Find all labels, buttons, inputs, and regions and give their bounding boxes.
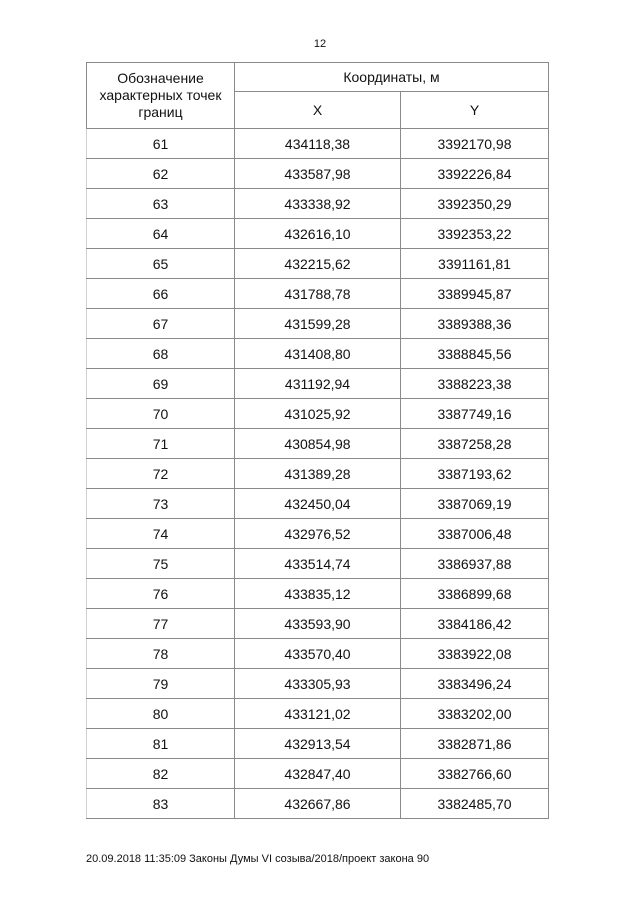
y-cell: 3392226,84: [401, 159, 549, 189]
y-cell: 3389945,87: [401, 279, 549, 309]
x-cell: 430854,98: [235, 429, 401, 459]
table-row: [87, 609, 549, 639]
table-row: [87, 339, 549, 369]
point-cell: 63: [87, 189, 235, 219]
point-cell: 77: [87, 609, 235, 639]
point-cell: 80: [87, 699, 235, 729]
table-row: [87, 699, 549, 729]
y-cell: 3392353,22: [401, 219, 549, 249]
y-cell: 3387069,19: [401, 489, 549, 519]
y-cell: 3392170,98: [401, 129, 549, 159]
x-cell: 434118,38: [235, 129, 401, 159]
y-cell: 3388845,56: [401, 339, 549, 369]
point-cell: 81: [87, 729, 235, 759]
x-cell: 433514,74: [235, 549, 401, 579]
footer-stamp: 20.09.2018 11:35:09 Законы Думы VI созыва/2018/проект закона 90: [86, 853, 430, 865]
y-cell: 3387749,16: [401, 399, 549, 429]
table-row: [87, 459, 549, 489]
table-row: [87, 789, 549, 819]
table-row: [87, 159, 549, 189]
point-cell: 67: [87, 309, 235, 339]
point-cell: 65: [87, 249, 235, 279]
x-cell: 432976,52: [235, 519, 401, 549]
table-row: [87, 249, 549, 279]
x-cell: 433835,12: [235, 579, 401, 609]
y-cell: 3382766,60: [401, 759, 549, 789]
table-row: [87, 759, 549, 789]
point-cell: 64: [87, 219, 235, 249]
point-cell: 69: [87, 369, 235, 399]
x-cell: 431192,94: [235, 369, 401, 399]
point-cell: 74: [87, 519, 235, 549]
table-row: [87, 729, 549, 759]
point-cell: 62: [87, 159, 235, 189]
coordinates-table: [86, 62, 549, 819]
x-cell: 431025,92: [235, 399, 401, 429]
point-cell: 79: [87, 669, 235, 699]
y-cell: 3384186,42: [401, 609, 549, 639]
x-cell: 431599,28: [235, 309, 401, 339]
point-cell: 82: [87, 759, 235, 789]
point-cell: 83: [87, 789, 235, 819]
y-cell: 3387006,48: [401, 519, 549, 549]
table-row: [87, 519, 549, 549]
point-cell: 71: [87, 429, 235, 459]
point-cell: 66: [87, 279, 235, 309]
point-cell: 75: [87, 549, 235, 579]
point-cell: 76: [87, 579, 235, 609]
x-cell: 432913,54: [235, 729, 401, 759]
table-row: [87, 219, 549, 249]
y-cell: 3383922,08: [401, 639, 549, 669]
y-cell: 3389388,36: [401, 309, 549, 339]
point-cell: 72: [87, 459, 235, 489]
header-x: X: [235, 92, 401, 129]
x-cell: 433587,98: [235, 159, 401, 189]
y-cell: 3383496,24: [401, 669, 549, 699]
table-row: [87, 399, 549, 429]
x-cell: 433121,02: [235, 699, 401, 729]
y-cell: 3388223,38: [401, 369, 549, 399]
table-row: [87, 639, 549, 669]
table-row: [87, 669, 549, 699]
y-cell: 3392350,29: [401, 189, 549, 219]
x-cell: 432215,62: [235, 249, 401, 279]
table-row: [87, 429, 549, 459]
point-cell: 61: [87, 129, 235, 159]
table-row: [87, 579, 549, 609]
table-body: [87, 129, 549, 819]
point-cell: 78: [87, 639, 235, 669]
point-cell: 68: [87, 339, 235, 369]
y-cell: 3386899,68: [401, 579, 549, 609]
page-number: 12: [313, 38, 327, 50]
x-cell: 431788,78: [235, 279, 401, 309]
point-cell: 70: [87, 399, 235, 429]
x-cell: 433570,40: [235, 639, 401, 669]
y-cell: 3383202,00: [401, 699, 549, 729]
x-cell: 431389,28: [235, 459, 401, 489]
table-row: [87, 129, 549, 159]
x-cell: 433305,93: [235, 669, 401, 699]
header-y: Y: [401, 92, 549, 129]
y-cell: 3387258,28: [401, 429, 549, 459]
x-cell: 432616,10: [235, 219, 401, 249]
header-coordinates: Координаты, м: [235, 63, 549, 92]
table-row: [87, 549, 549, 579]
y-cell: 3382485,70: [401, 789, 549, 819]
point-cell: 73: [87, 489, 235, 519]
x-cell: 431408,80: [235, 339, 401, 369]
y-cell: 3382871,86: [401, 729, 549, 759]
table-row: [87, 489, 549, 519]
x-cell: 433338,92: [235, 189, 401, 219]
x-cell: 432667,86: [235, 789, 401, 819]
y-cell: 3391161,81: [401, 249, 549, 279]
y-cell: 3387193,62: [401, 459, 549, 489]
header-points: Обозначение характерных точек границ: [87, 63, 235, 129]
table-row: [87, 189, 549, 219]
x-cell: 432847,40: [235, 759, 401, 789]
table-row: [87, 309, 549, 339]
x-cell: 432450,04: [235, 489, 401, 519]
y-cell: 3386937,88: [401, 549, 549, 579]
table-row: [87, 279, 549, 309]
table-row: [87, 369, 549, 399]
x-cell: 433593,90: [235, 609, 401, 639]
